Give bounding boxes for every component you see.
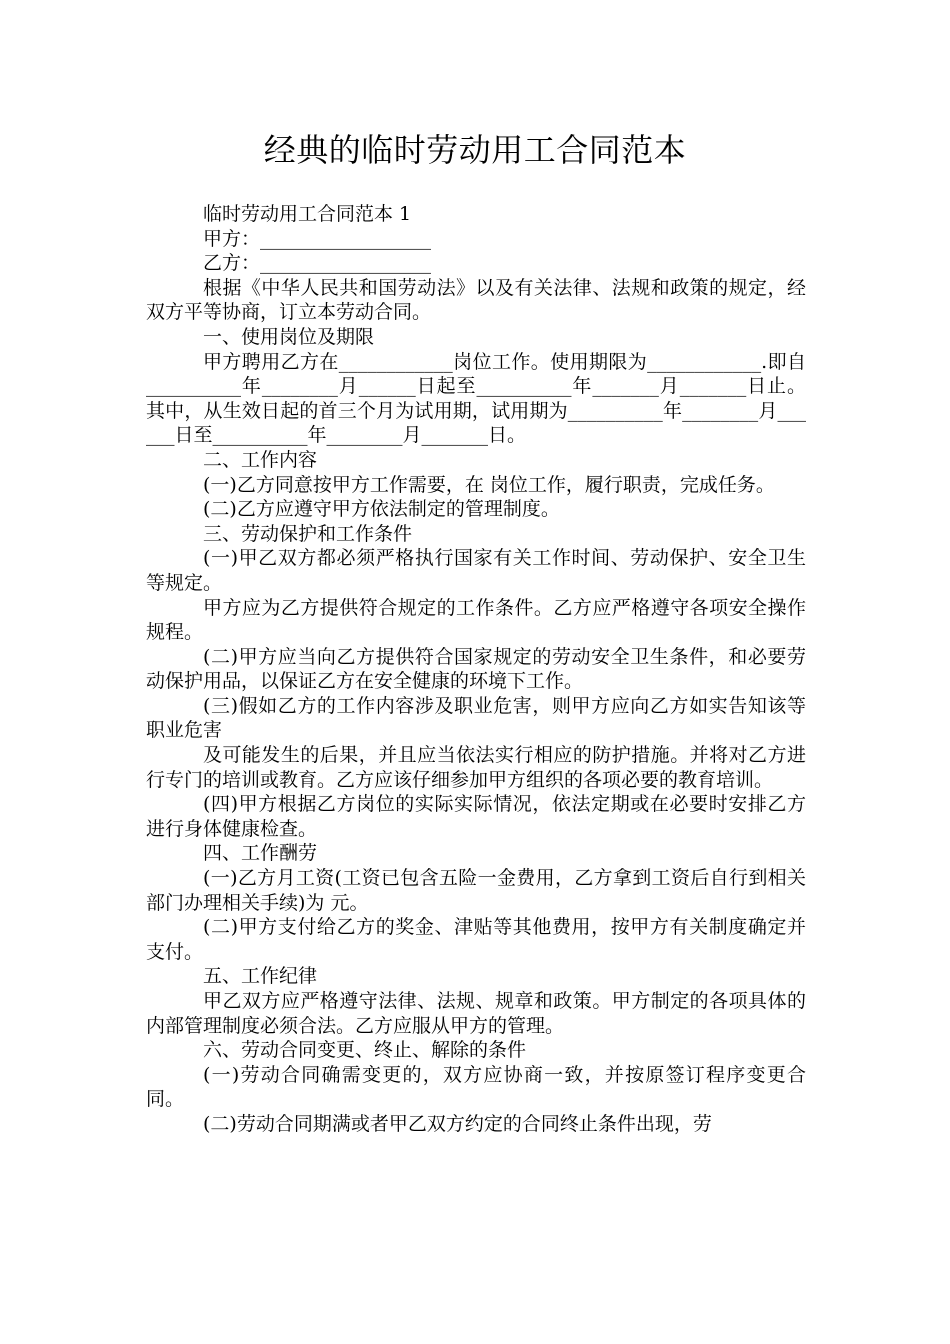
paragraph-change-2: (二)劳动合同期满或者甲乙双方约定的合同终止条件出现，劳 [203,1112,712,1135]
document-title: 经典的临时劳动用工合同范本 [263,131,687,169]
section-heading-3: 三、劳动保护和工作条件 [203,522,413,545]
section-heading-5: 五、工作纪律 [203,965,318,988]
paragraph-protection-3: (三)假如乙方的工作内容涉及职业危害，则甲方应向乙方如实告知该等职业危害 [146,694,806,742]
paragraph-term: 甲方聘用乙方在____________岗位工作。使用期限为____________.即自__________年________月______日起至__________年_______月_______日止。其中，从生效日起的首三个月为试用期，试用期为__________年________月______日至__________年________月_______日。 [146,350,806,447]
section-heading-1: 一、使用岗位及期限 [203,325,375,348]
paragraph-pay-1: (一)乙方月工资(工资已包含五险一金费用，乙方拿到工资后自行到相关部门办理相关手续)为 元。 [146,867,806,914]
paragraph-preamble: 根据《中华人民共和国劳动法》以及有关法律、法规和政策的规定，经双方平等协商，订立本劳动合同。 [146,276,806,324]
document-body [146,202,806,1137]
paragraph-party-b: 乙方：__________________ [203,252,432,275]
paragraph-protection-3b: 及可能发生的后果，并且应当依法实行相应的防护措施。并将对乙方进行专门的培训或教育。乙方应该仔细参加甲方组织的各项必要的教育培训。 [146,744,806,791]
paragraph-protection-1: (一)甲乙双方都必须严格执行国家有关工作时间、劳动保护、安全卫生等规定。 [146,547,806,594]
paragraph-protection-4: (四)甲方根据乙方岗位的实际实际情况，依法定期或在必要时安排乙方进行身体健康检查。 [146,793,806,840]
section-heading-2: 二、工作内容 [203,448,318,471]
paragraph-party-a: 甲方：__________________ [203,227,432,250]
paragraph-contract-heading: 临时劳动用工合同范本 1 [203,203,412,225]
paragraph-protection-1b: 甲方应为乙方提供符合规定的工作条件。乙方应严格遵守各项安全操作规程。 [146,596,806,644]
paragraph-discipline: 甲乙双方应严格遵守法律、法规、规章和政策。甲方制定的各项具体的内部管理制度必须合法。乙方应服从甲方的管理。 [146,990,806,1037]
section-heading-4: 四、工作酬劳 [203,842,318,865]
paragraph-work-1: (一)乙方同意按甲方工作需要，在 岗位工作，履行职责，完成任务。 [203,473,775,496]
paragraph-protection-2: (二)甲方应当向乙方提供符合国家规定的劳动安全卫生条件，和必要劳动保护用品，以保证乙方在安全健康的环境下工作。 [146,645,806,693]
paragraph-change-1: (一)劳动合同确需变更的，双方应协商一致，并按原签订程序变更合同。 [146,1063,806,1111]
section-heading-6: 六、劳动合同变更、终止、解除的条件 [203,1039,527,1062]
paragraph-work-2: (二)乙方应遵守甲方依法制定的管理制度。 [203,498,560,521]
paragraph-pay-2: (二)甲方支付给乙方的奖金、津贴等其他费用，按甲方有关制度确定并支付。 [146,916,806,963]
